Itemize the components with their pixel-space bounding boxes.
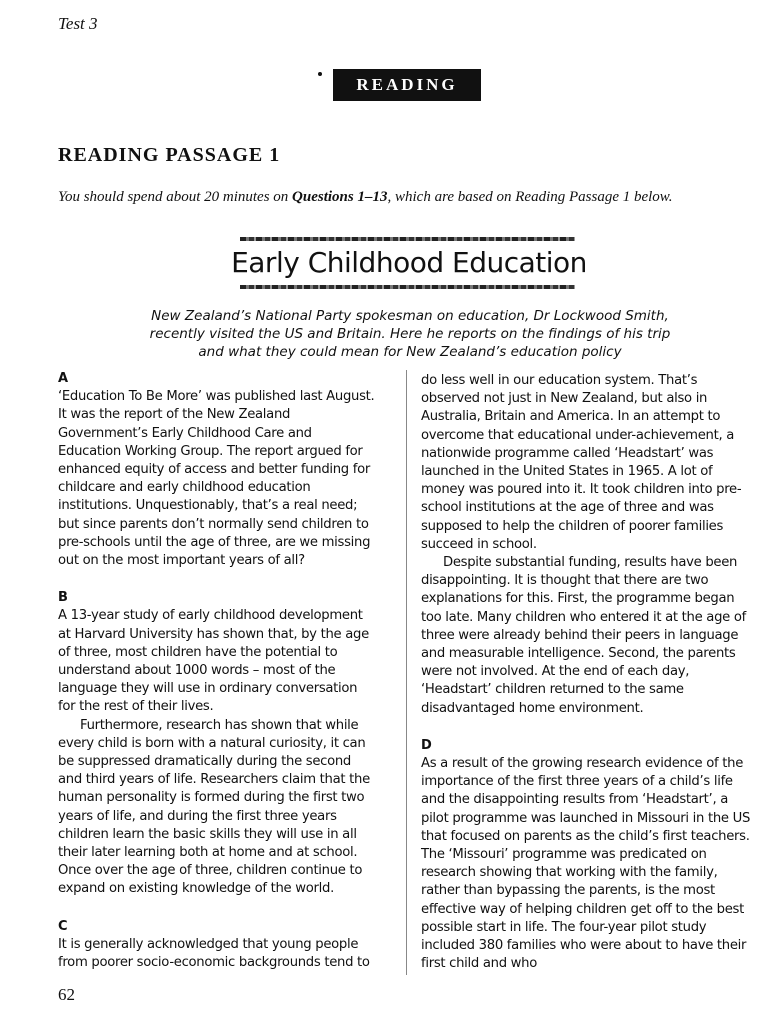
instructions-pre: You should spend about 20 minutes on <box>58 189 293 205</box>
standfirst-line: recently visited the US and Britain. Here he reports on the findings of his trip <box>149 326 671 342</box>
section-letter-c: C <box>58 918 68 934</box>
instructions-post: , which are based on Reading Passage 1 below. <box>387 189 673 205</box>
section-a-paragraph: ‘Education To Be More’ was published last August. It was the report of the New Zealand Government’s Early Childhood Care and Education Working Group. The report argued for enhanced equity of access and better funding for childcare and early childhood education institutions. Unquestionably, that’s a real need; but since parents don’t normally send children to pre-schools until the age of three, are we missing out on the most important years of all? <box>58 389 375 569</box>
title-rule-bottom <box>240 285 575 289</box>
article-title: Early Childhood Education <box>231 246 587 279</box>
section-d-paragraph: As a result of the growing research evidence of the importance of the first three years of a child’s life and the disappointing results from ‘Headstart’, a pilot programme was launched in Missouri in the US that focused on parents as the child’s first teachers. The ‘Missouri’ programme was predicated on research showing that working with the family, rather than bypassing the parents, is the most effective way of helping children get off to the best possible start in life. The four-year pilot study included 380 families who were about to have their first child and who <box>421 756 751 972</box>
section-c-paragraph-2: Despite substantial funding, results have been disappointing. It is thought that there are two explanations for this. First, the programme began too late. Many children who entered it at the age of three were already behind their peers in language and measurable intelligence. Second, the parents were not involved. At the end of each day, ‘Headstart’ children returned to the same disadvantaged home environment. <box>421 555 746 716</box>
title-rule-top <box>240 237 575 241</box>
section-c-paragraph-1-cont: do less well in our education system. That’s observed not just in New Zealand, but also in Australia, Britain and America. In an attempt to overcome that educational under-achievement, a nationwide programme called ‘Headstart’ was launched in the United States in 1965. A lot of money was poured into it. It took children into pre-school institutions at the age of three and was supposed to help the children of poorer families succeed in school. <box>421 373 742 552</box>
section-b-paragraph-1: A 13-year study of early childhood development at Harvard University has shown that, by the age of three, most children have the potential to understand about 1000 words – most of the language they will use in ordinary conversation for the rest of their lives. <box>58 608 369 715</box>
right-column <box>421 372 757 974</box>
column-divider <box>406 370 407 975</box>
standfirst-line: and what they could mean for New Zealand’s education policy <box>198 344 622 360</box>
left-column <box>58 370 376 972</box>
section-b-paragraph-2: Furthermore, research has shown that while every child is born with a natural curiosity, it can be suppressed dramatically during the second and third years of life. Researchers claim that the human personality is formed during the first two years of life, and during the first three years children learn the basic skills they will use in all their later learning both at home and at school. Once over the age of three, children continue to expand on existing knowledge of the world. <box>58 717 370 897</box>
passage-heading: READING PASSAGE 1 <box>58 144 281 166</box>
section-letter-d: D <box>421 737 432 753</box>
instructions <box>58 188 758 207</box>
test-label: Test 3 <box>58 14 98 33</box>
section-letter-b: B <box>58 590 68 606</box>
bullet-dot <box>318 72 322 76</box>
instructions-questions: Questions 1–13 <box>292 189 388 205</box>
standfirst-line: New Zealand’s National Party spokesman on education, Dr Lockwood Smith, <box>151 308 669 324</box>
section-letter-a: A <box>58 371 68 386</box>
section-banner: READING <box>333 69 481 101</box>
standfirst <box>100 307 720 361</box>
page-number: 62 <box>58 985 75 1004</box>
section-c-paragraph-1-start: It is generally acknowledged that young people from poorer socio-economic backgrounds tend to <box>58 936 370 971</box>
